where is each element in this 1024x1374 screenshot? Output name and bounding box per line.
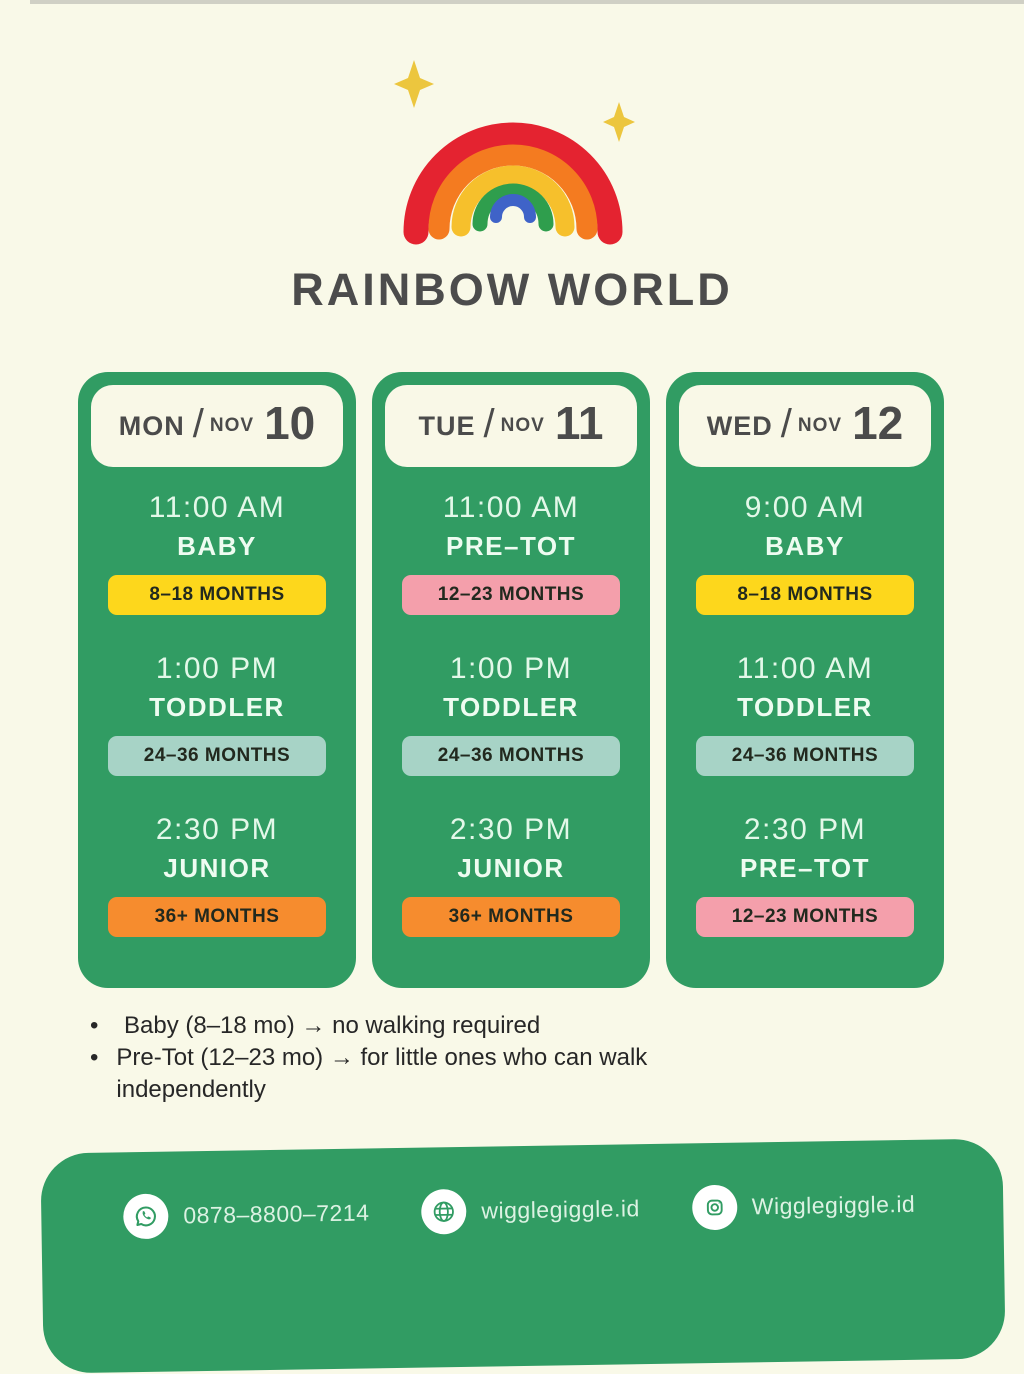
class-name: TODDLER xyxy=(108,692,326,723)
note-item xyxy=(90,1010,650,1042)
rainbow-logo xyxy=(372,56,652,246)
day-label: WED xyxy=(707,411,773,442)
class-name: JUNIOR xyxy=(108,853,326,884)
sparkle-icon-large xyxy=(394,60,434,108)
day-card-wednesday xyxy=(666,372,944,988)
website-url: wigglegiggle.id xyxy=(481,1195,640,1224)
class-slot xyxy=(108,491,326,615)
age-badge: 8–18 MONTHS xyxy=(696,575,914,615)
slot-time: 2:30 PM xyxy=(108,813,326,847)
contact-footer xyxy=(40,1138,1005,1373)
slot-time: 11:00 AM xyxy=(108,491,326,525)
date-number: 11 xyxy=(555,396,604,450)
class-name: PRE–TOT xyxy=(696,853,914,884)
globe-icon xyxy=(421,1189,467,1235)
day-card-header xyxy=(385,385,637,467)
age-badge: 36+ MONTHS xyxy=(108,897,326,937)
date-separator: / xyxy=(781,402,792,447)
class-name: TODDLER xyxy=(402,692,620,723)
slot-list xyxy=(78,467,356,937)
class-slot xyxy=(108,813,326,937)
slot-time: 11:00 AM xyxy=(402,491,620,525)
slot-time: 9:00 AM xyxy=(696,491,914,525)
age-badge: 24–36 MONTHS xyxy=(402,736,620,776)
notes-section xyxy=(90,1010,650,1106)
slot-time: 2:30 PM xyxy=(402,813,620,847)
sparkle-icon-small xyxy=(603,102,635,142)
day-card-header xyxy=(679,385,931,467)
class-slot xyxy=(696,813,914,937)
whatsapp-icon xyxy=(123,1194,169,1240)
age-badge: 12–23 MONTHS xyxy=(402,575,620,615)
instagram-icon xyxy=(691,1185,737,1231)
date-number: 12 xyxy=(852,396,903,450)
contact-whatsapp[interactable] xyxy=(123,1190,370,1239)
rainbow-illustration xyxy=(372,56,652,246)
bullet-dot: • xyxy=(90,1042,116,1106)
class-name: TODDLER xyxy=(696,692,914,723)
class-slot xyxy=(402,652,620,776)
note-text: Baby (8–18 mo) → no walking required xyxy=(124,1010,540,1042)
photo-edge-line xyxy=(30,0,1024,4)
date-separator: / xyxy=(193,402,204,447)
class-name: BABY xyxy=(696,531,914,562)
rainbow-arc-blue xyxy=(496,200,530,217)
age-badge: 12–23 MONTHS xyxy=(696,897,914,937)
day-card-tuesday xyxy=(372,372,650,988)
class-name: BABY xyxy=(108,531,326,562)
date-number: 10 xyxy=(264,396,315,450)
slot-time: 2:30 PM xyxy=(696,813,914,847)
slot-list xyxy=(666,467,944,937)
whatsapp-number: 0878–8800–7214 xyxy=(183,1199,369,1229)
date-separator: / xyxy=(484,402,495,447)
class-slot xyxy=(696,652,914,776)
contact-website[interactable] xyxy=(421,1186,640,1234)
month-label: NOV xyxy=(798,415,842,437)
bullet-dot: • xyxy=(90,1010,124,1042)
note-item xyxy=(90,1042,650,1106)
age-badge: 8–18 MONTHS xyxy=(108,575,326,615)
slot-time: 1:00 PM xyxy=(108,652,326,686)
day-label: MON xyxy=(119,411,185,442)
class-slot xyxy=(402,491,620,615)
slot-time: 11:00 AM xyxy=(696,652,914,686)
instagram-handle: Wigglegiggle.id xyxy=(752,1191,916,1221)
slot-time: 1:00 PM xyxy=(402,652,620,686)
class-slot xyxy=(108,652,326,776)
slot-list xyxy=(372,467,650,937)
class-name: PRE–TOT xyxy=(402,531,620,562)
age-badge: 36+ MONTHS xyxy=(402,897,620,937)
note-text: Pre-Tot (12–23 mo) → for little ones who can walk independently xyxy=(116,1042,650,1106)
page-title: RAINBOW WORLD xyxy=(0,264,1024,316)
schedule-cards xyxy=(78,372,944,988)
class-slot xyxy=(402,813,620,937)
class-name: JUNIOR xyxy=(402,853,620,884)
age-badge: 24–36 MONTHS xyxy=(108,736,326,776)
day-label: TUE xyxy=(419,411,476,442)
contact-instagram[interactable] xyxy=(691,1182,915,1231)
age-badge: 24–36 MONTHS xyxy=(696,736,914,776)
month-label: NOV xyxy=(210,415,254,437)
day-card-monday xyxy=(78,372,356,988)
month-label: NOV xyxy=(501,415,545,437)
class-slot xyxy=(696,491,914,615)
day-card-header xyxy=(91,385,343,467)
